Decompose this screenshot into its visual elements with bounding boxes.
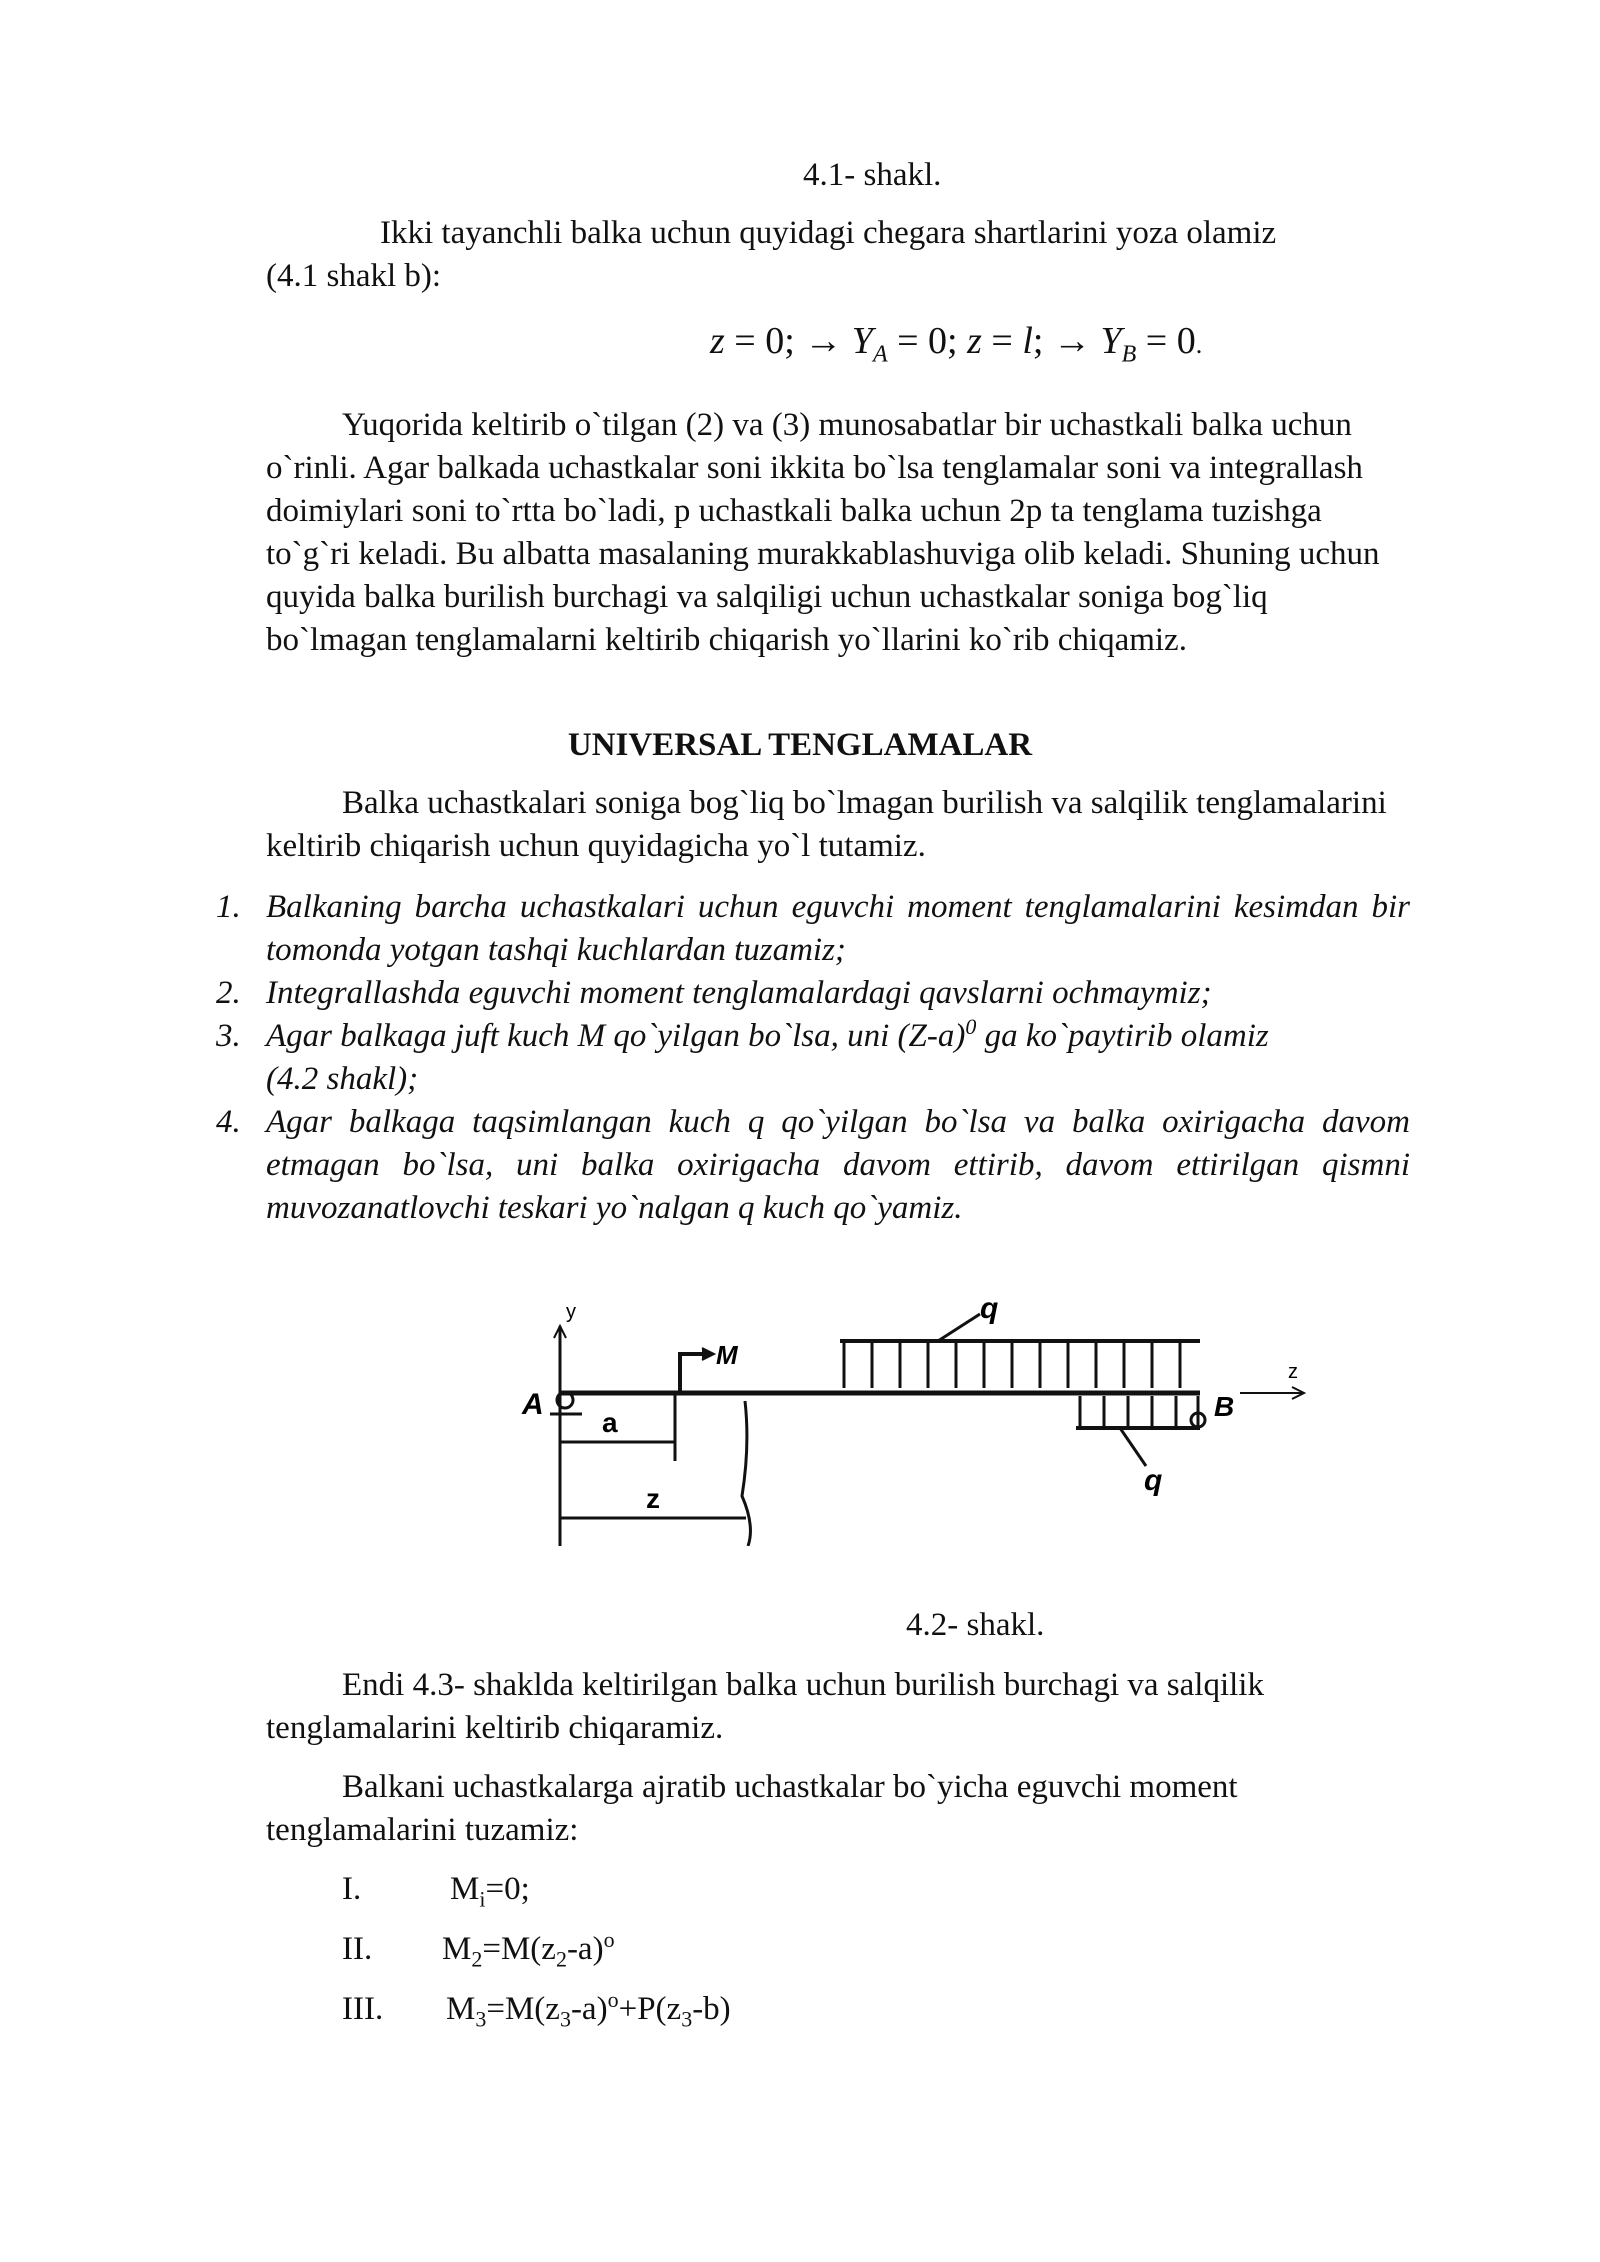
rule-text: Agar balkaga taqsimlangan kuch q qo`yilgan bo`lsa va balka oxirigacha davom etmagan bo`lsa, uni balka oxirigacha davom ettirib, davom ettirilgan qismni muvozanatlovchi teskari yo`nalgan q kuch qo`yamiz.: [266, 1104, 1410, 1226]
section-cut: [675, 1393, 750, 1546]
rule-text-a: Agar balkaga juft kuch M qo`yilgan bo`lsa, uni (Z-a): [266, 1018, 966, 1054]
rule-item-2: [216, 972, 1410, 1015]
eq-m: M: [446, 1991, 476, 2027]
formula-z2: z: [967, 320, 982, 362]
equation-numeral: I.: [342, 1871, 362, 1907]
formula-l: l: [1022, 320, 1033, 362]
moment-label: M: [716, 1340, 738, 1370]
dimension-a-label: a: [602, 1407, 618, 1438]
load-q-bottom-leader: [1120, 1428, 1146, 1466]
dimension-z-label: z: [646, 1483, 660, 1514]
formula-sub-B: B: [1121, 341, 1137, 368]
rule-text-c: (4.2 shakl);: [266, 1061, 419, 1097]
formula-Y2: Y: [1100, 320, 1122, 362]
eq-sup: o: [603, 1927, 615, 1952]
eq-sup: o: [607, 1987, 619, 2012]
rule-text: Integrallashda eguvchi moment tenglamalardagi qavslarni ochmaymiz;: [266, 975, 1212, 1011]
eq-part4: -b): [692, 1991, 731, 2027]
eq-z-sub2: 3: [681, 2006, 693, 2032]
formula-eq5: = 0: [1136, 320, 1196, 362]
rules-list: [216, 886, 1410, 1230]
formula-eq4: ; →: [1032, 320, 1101, 362]
eq-z-sub: 2: [555, 1946, 567, 1972]
equation-expression: [450, 1868, 530, 1911]
equation-expression: [442, 1928, 615, 1971]
formula-z: z: [710, 320, 725, 362]
load-q-top-arrows: [844, 1341, 1180, 1388]
equation-numeral: II.: [342, 1931, 373, 1967]
rule-number: 2.: [216, 975, 241, 1011]
paragraph-moments: Balkani uchastkalarga ajratib uchastkalar bo`yicha eguvchi moment tenglamalarini tuzamiz:: [266, 1769, 1238, 1848]
eq-part2: -a): [566, 1931, 604, 1967]
support-a-label: A: [522, 1388, 544, 1421]
z-axis-label: z: [1288, 1361, 1298, 1383]
formula-Y: Y: [851, 320, 873, 362]
para1-line1: Ikki tayanchli balka uchun quyidagi chegara shartlarini yoza olamiz: [380, 215, 1277, 251]
moment-arrow: [680, 1354, 710, 1393]
eq-m-sub: 2: [471, 1946, 483, 1972]
paragraph-boundary-conditions: [266, 212, 1412, 298]
equation-numeral: III.: [342, 1991, 384, 2027]
beam-diagram: [510, 1296, 1310, 1546]
eq-part1: =M(z: [482, 1931, 556, 1967]
eq-m: M: [450, 1871, 480, 1907]
moment-arrowhead: [702, 1348, 714, 1360]
load-q-top-leader: [938, 1314, 980, 1341]
paragraph-intro: Yuqorida keltirib o`tilgan (2) va (3) munosabatlar bir uchastkali balka uchun o`rinli. Agar balkada uchastkalar soni ikkita bo`lsa tenglamalar soni va integrallash doimiylari soni to`rtta bo`ladi, p uchastkali balka uchun 2p ta tenglama tuzishga to`g`ri keladi. Bu albatta masalaning murakkablashuviga olib keladi. Shuning uchun quyida balka burilish burchagi va salqiligi uchun uchastkalar soniga bog`liq bo`lmagan tenglamalarni keltirib chiqarish yo`llarini ko`rib chiqamiz.: [266, 407, 1380, 658]
formula-eq2: = 0;: [887, 320, 968, 362]
eq-rest: =0;: [485, 1871, 530, 1907]
equation-expression: [446, 1988, 731, 2031]
formula-eq1: = 0; →: [724, 320, 852, 362]
rule-text: Balkaning barcha uchastkalari uchun eguvchi moment tenglamalarini kesimdan bir tomonda yotgan tashqi kuchlardan tuzamiz;: [266, 889, 1410, 968]
rule-text-b: ga ko`paytirib olamiz: [976, 1018, 1269, 1054]
paragraph-derive: Endi 4.3- shaklda keltirilgan balka uchun burilish burchagi va salqilik tenglamalarini keltirib chiqaramiz.: [266, 1667, 1264, 1746]
eq-m-sub: i: [479, 1886, 486, 1912]
para1-line2: (4.1 shakl b):: [266, 258, 442, 294]
load-q-bottom-label: q: [1144, 1464, 1163, 1497]
rule-number: 4.: [216, 1104, 241, 1140]
formula-eq3: =: [981, 320, 1023, 362]
rule-item-4: [216, 1101, 1410, 1230]
caption-fig-4-1: 4.1- shakl.: [803, 157, 942, 193]
formula-sub-A: A: [872, 341, 888, 368]
boundary-formula: [710, 320, 1202, 366]
rule-number: 1.: [216, 889, 241, 925]
eq-z-sub: 3: [559, 2006, 571, 2032]
formula-dot: .: [1195, 330, 1203, 359]
section-heading: UNIVERSAL TENGLAMALAR: [567, 727, 1033, 763]
eq-m-sub: 3: [475, 2006, 487, 2032]
rule-item-3: [216, 1014, 1410, 1101]
eq-m: M: [442, 1931, 472, 1967]
rule-number: 3.: [216, 1018, 241, 1054]
load-q-top-label: q: [980, 1296, 999, 1325]
paragraph-approach: Balka uchastkalari soniga bog`liq bo`lmagan burilish va salqilik tenglamalarini keltirib chiqarish uchun quyidagicha yo`l tutamiz.: [266, 785, 1387, 864]
caption-fig-4-2: 4.2- shakl.: [906, 1607, 1045, 1643]
eq-part1: =M(z: [486, 1991, 560, 2027]
rule-sup: 0: [965, 1014, 977, 1039]
support-b-label: B: [1214, 1391, 1235, 1422]
eq-part2: -a): [570, 1991, 608, 2027]
load-q-bottom-arrows: [1080, 1396, 1198, 1428]
rule-item-1: [216, 886, 1410, 972]
y-axis-label: y: [566, 1301, 576, 1323]
eq-part3: +P(z: [618, 1991, 682, 2027]
